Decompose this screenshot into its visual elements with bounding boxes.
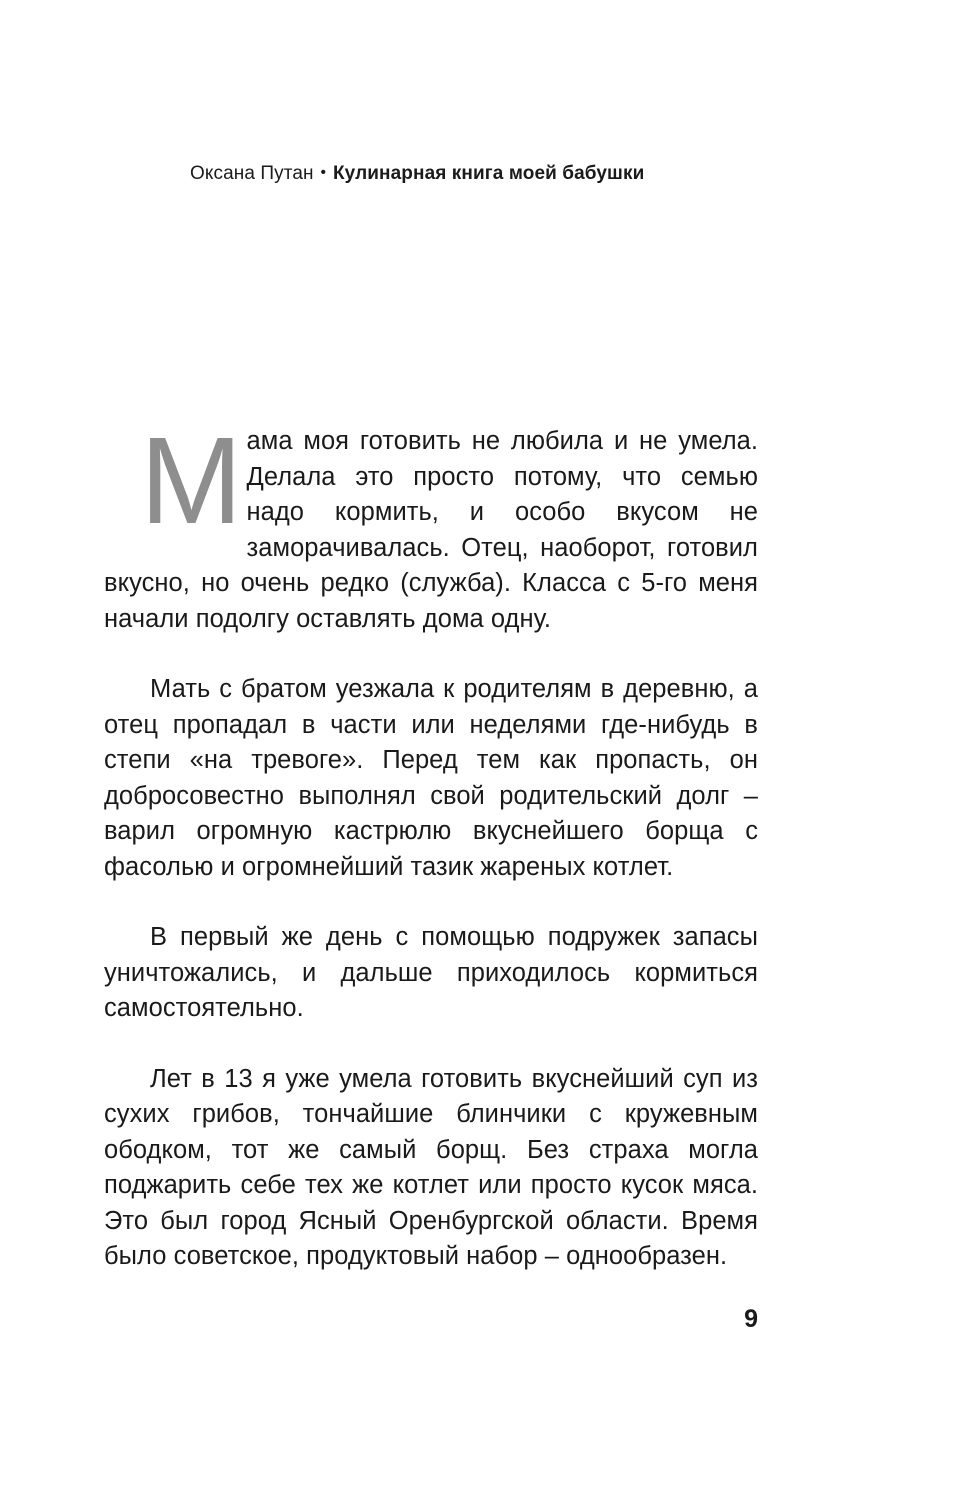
- paragraph-4: [104, 1062, 758, 1275]
- paragraph-4-text: Лет в 13 я уже умела готовить вкуснейший суп из сухих грибов, тончайшие блинчики с кружевным ободком, тот же самый борщ. Без страха могла поджарить себе тех же котлет или просто кусок мяса. Это был город Ясный Оренбургской области. Время было советское, продуктовый набор – однообразен.: [104, 1064, 758, 1270]
- paragraph-1: [104, 413, 758, 637]
- body-text-column: [104, 413, 758, 1275]
- paragraph-3: [104, 920, 758, 1027]
- paragraph-2-text: Мать с братом уезжала к родителям в деревню, а отец пропадал в части или неделями где-нибудь в степи «на тревоге». Перед тем как пропасть, он добросовестно выполнял свой родительский долг – варил огромную кастрюлю вкуснейшего борща с фасолью и огромнейший тазик жареных котлет.: [104, 675, 758, 881]
- drop-cap-letter: М: [140, 413, 243, 550]
- running-head-book-title: Кулинарная книга моей бабушки: [332, 163, 645, 184]
- paragraph-1-text: ама моя готовить не любила и не умела. Делала это просто потому, что семью надо кормить, и особо вкусом не заморачивалась. Отец, наоборот, готовил вкусно, но очень редко (служба). Класса с 5-го меня начали подолгу оставлять дома одну.: [104, 427, 758, 633]
- page-number: 9: [744, 1305, 758, 1333]
- paragraph-2: [104, 672, 758, 885]
- running-head: [190, 162, 644, 187]
- running-head-author: Оксана Путан: [190, 163, 314, 184]
- paragraph-3-text: В первый же день с помощью подружек запасы уничтожались, и дальше приходилось кормиться самостоятельно.: [104, 923, 758, 1022]
- running-head-separator-bullet: •: [320, 164, 326, 181]
